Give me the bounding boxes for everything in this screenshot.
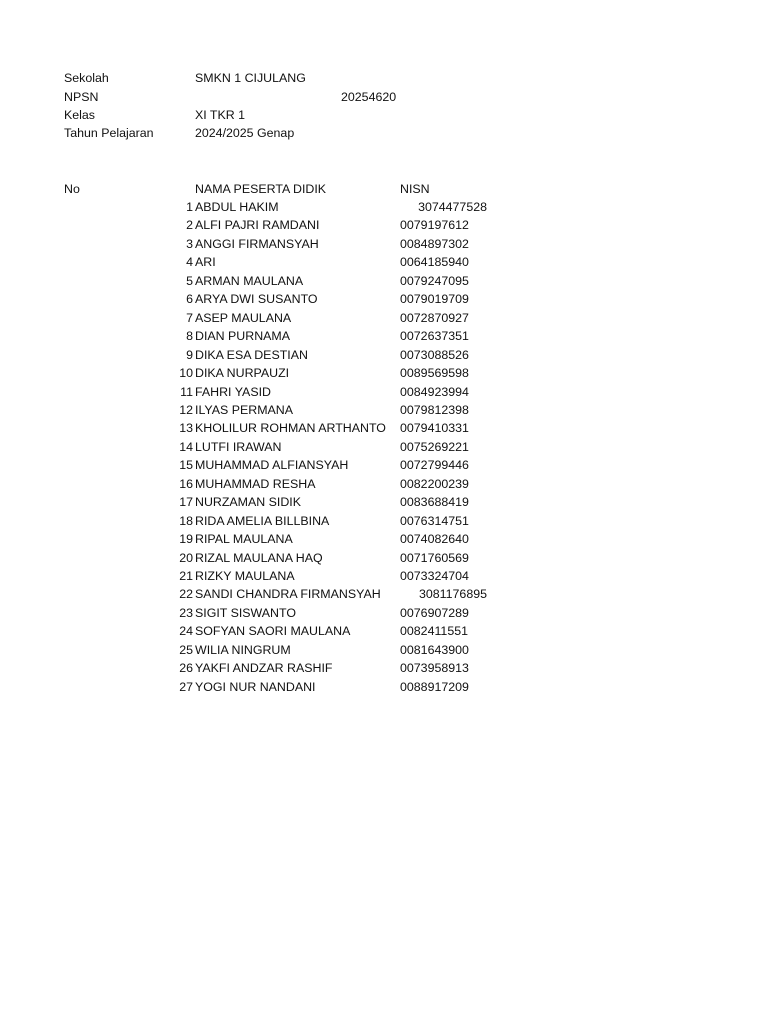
student-nisn: 0076314751 xyxy=(400,513,469,528)
student-name: SANDI CHANDRA FIRMANSYAH xyxy=(195,587,381,602)
student-nisn: 0072799446 xyxy=(400,458,469,473)
student-name: DIKA ESA DESTIAN xyxy=(195,347,308,362)
row-number: 5 xyxy=(186,273,193,288)
table-row xyxy=(0,364,768,383)
student-nisn: 0075269221 xyxy=(400,439,469,454)
row-number: 22 xyxy=(179,587,193,602)
student-name: NURZAMAN SIDIK xyxy=(195,495,302,510)
table-row xyxy=(0,530,768,549)
row-number: 17 xyxy=(179,495,193,510)
row-number: 12 xyxy=(179,402,193,417)
table-row xyxy=(0,198,768,217)
table-row xyxy=(0,309,768,328)
student-nisn: 0074082640 xyxy=(400,532,469,547)
student-nisn: 0079247095 xyxy=(400,273,469,288)
row-number: 21 xyxy=(179,569,193,583)
student-name: YAKFI ANDZAR RASHIF xyxy=(195,661,333,676)
student-nisn: 0072870927 xyxy=(400,310,469,325)
info-row-npsn xyxy=(0,88,768,107)
student-nisn: 0073088526 xyxy=(400,347,469,362)
row-number: 4 xyxy=(186,255,193,270)
student-nisn: 0079410331 xyxy=(400,421,469,436)
column-header-nama: NAMA PESERTA DIDIK xyxy=(195,181,327,196)
table-row xyxy=(0,622,768,641)
info-row-tahun-pelajaran xyxy=(0,124,768,143)
student-nisn: 0079019709 xyxy=(400,292,469,307)
student-name: ILYAS PERMANA xyxy=(195,402,294,417)
table-row xyxy=(0,659,768,678)
table-row xyxy=(0,216,768,235)
row-number: 7 xyxy=(186,310,193,325)
row-number: 19 xyxy=(179,532,193,547)
student-name: LUTFI IRAWAN xyxy=(195,439,282,454)
student-name: YOGI NUR NANDANI xyxy=(195,679,316,694)
table-header xyxy=(0,180,768,199)
student-nisn: 0076907289 xyxy=(400,605,469,620)
kelas-label: Kelas xyxy=(64,108,95,122)
table-row xyxy=(0,438,768,457)
kelas-value: XI TKR 1 xyxy=(195,108,246,122)
info-row-kelas xyxy=(0,106,768,125)
table-row xyxy=(0,641,768,660)
student-name: DIKA NURPAUZI xyxy=(195,366,290,381)
row-number: 2 xyxy=(186,218,193,233)
row-number: 11 xyxy=(180,384,193,399)
student-name: ARMAN MAULANA xyxy=(195,273,304,288)
student-nisn: 0064185940 xyxy=(400,255,469,270)
sekolah-value: SMKN 1 CIJULANG xyxy=(195,71,306,85)
row-number: 26 xyxy=(179,661,193,676)
student-name: DIAN PURNAMA xyxy=(195,329,291,344)
row-number: 6 xyxy=(186,292,193,307)
student-name: RIPAL MAULANA xyxy=(195,532,293,547)
student-name: RIDA AMELIA BILLBINA xyxy=(195,513,330,528)
student-nisn: 0079812398 xyxy=(400,402,469,417)
student-name: ASEP MAULANA xyxy=(195,310,292,325)
row-number: 25 xyxy=(179,642,193,657)
npsn-label: NPSN xyxy=(64,89,99,104)
row-number: 9 xyxy=(186,347,193,362)
table-row xyxy=(0,604,768,623)
student-name: FAHRI YASID xyxy=(195,384,271,399)
student-nisn: 0073958913 xyxy=(400,661,469,676)
table-row xyxy=(0,493,768,512)
student-name: SIGIT SISWANTO xyxy=(195,605,296,620)
student-nisn: 0088917209 xyxy=(400,679,469,694)
student-nisn: 0082200239 xyxy=(400,476,469,491)
row-number: 16 xyxy=(179,476,193,491)
row-number: 10 xyxy=(179,366,193,381)
student-name: MUHAMMAD ALFIANSYAH xyxy=(195,458,349,473)
row-number: 23 xyxy=(179,605,193,620)
student-nisn: 0072637351 xyxy=(400,329,469,344)
tahun-pelajaran-value: 2024/2025 Genap xyxy=(195,126,295,140)
student-name: SOFYAN SAORI MAULANA xyxy=(195,624,351,639)
row-number: 8 xyxy=(186,329,193,344)
row-number: 14 xyxy=(179,439,193,454)
student-nisn: 0082411551 xyxy=(400,624,468,639)
student-name: ALFI PAJRI RAMDANI xyxy=(195,218,320,233)
column-header-nisn: NISN xyxy=(400,181,430,196)
student-name: RIZKY MAULANA xyxy=(195,569,295,583)
table-row xyxy=(0,383,768,402)
student-name: KHOLILUR ROHMAN ARTHANTO xyxy=(195,421,386,436)
table-row xyxy=(0,235,768,254)
table-row xyxy=(0,512,768,531)
student-name: RIZAL MAULANA HAQ xyxy=(195,550,323,565)
row-number: 1 xyxy=(186,200,193,214)
student-nisn: 0084897302 xyxy=(400,236,469,251)
row-number: 20 xyxy=(179,550,193,565)
student-nisn: 0079197612 xyxy=(400,218,469,233)
table-row xyxy=(0,549,768,568)
table-row xyxy=(0,678,768,697)
row-number: 24 xyxy=(179,624,193,639)
table-row xyxy=(0,456,768,475)
table-row xyxy=(0,401,768,420)
student-name: ANGGI FIRMANSYAH xyxy=(195,236,319,251)
row-number: 3 xyxy=(186,236,193,251)
table-row xyxy=(0,475,768,494)
table-row xyxy=(0,327,768,346)
student-nisn: 3074477528 xyxy=(418,200,487,214)
info-row-sekolah xyxy=(0,69,768,88)
npsn-value: 20254620 xyxy=(341,89,397,104)
student-nisn: 0084923994 xyxy=(400,384,469,399)
column-header-no: No xyxy=(64,181,80,196)
student-name: WILIA NINGRUM xyxy=(195,642,291,657)
row-number: 15 xyxy=(179,458,193,473)
table-row xyxy=(0,419,768,438)
student-nisn: 0071760569 xyxy=(400,550,469,565)
student-nisn: 0081643900 xyxy=(400,642,469,657)
student-nisn: 0089569598 xyxy=(400,366,469,381)
table-row xyxy=(0,272,768,291)
row-number: 18 xyxy=(179,513,193,528)
table-row xyxy=(0,585,768,604)
table-row xyxy=(0,346,768,365)
row-number: 27 xyxy=(179,679,193,694)
tahun-pelajaran-label: Tahun Pelajaran xyxy=(64,126,154,140)
student-name: ARYA DWI SUSANTO xyxy=(195,292,318,307)
table-row xyxy=(0,290,768,309)
student-name: MUHAMMAD RESHA xyxy=(195,476,316,491)
student-name: ARI xyxy=(195,255,216,270)
student-name: ABDUL HAKIM xyxy=(195,200,279,214)
student-nisn: 0073324704 xyxy=(400,569,469,583)
row-number: 13 xyxy=(179,421,193,436)
student-nisn: 0083688419 xyxy=(400,495,469,510)
table-row xyxy=(0,567,768,586)
student-nisn: 3081176895 xyxy=(419,587,487,602)
sekolah-label: Sekolah xyxy=(64,71,109,85)
table-row xyxy=(0,253,768,272)
